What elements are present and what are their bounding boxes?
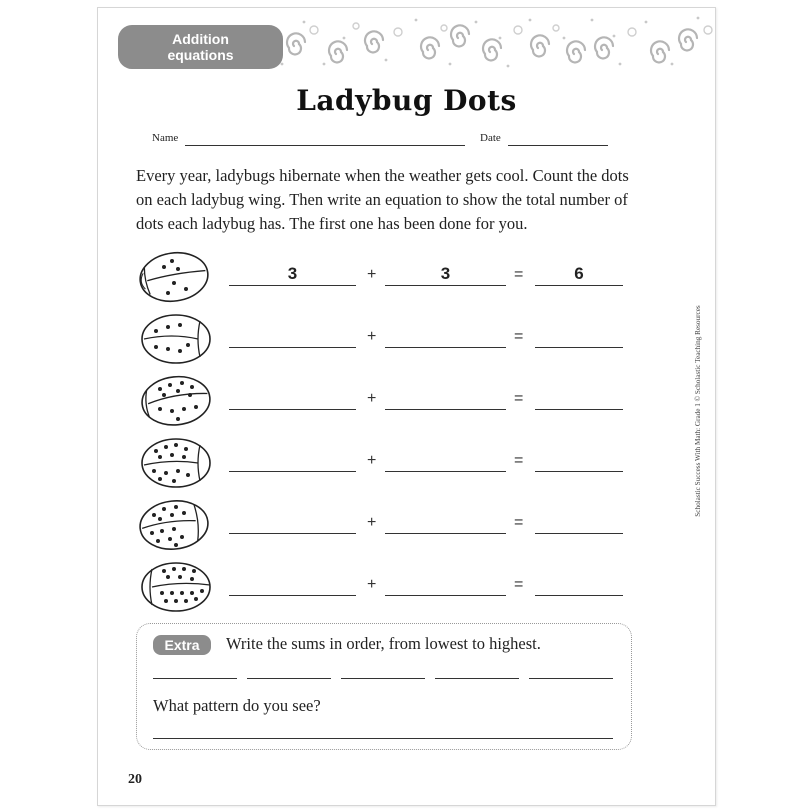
- instructions: Every year, ladybugs hibernate when the weather gets cool. Count the dots on each ladybug wing. Then write an equation to show the total number of dots each ladybug has. The first one has been done for you.: [136, 166, 629, 233]
- equals-sign: =: [514, 328, 524, 345]
- addend-2-blank[interactable]: [385, 451, 506, 472]
- sum-blank[interactable]: [535, 327, 623, 348]
- addend-1-blank[interactable]: [229, 513, 356, 534]
- extra-badge: Extra: [153, 635, 211, 655]
- ladybug-icon: [134, 495, 214, 555]
- ladybug-icon: [134, 247, 214, 307]
- equation-row: [98, 499, 715, 561]
- name-label: Name: [152, 132, 179, 144]
- plus-sign: +: [367, 266, 377, 283]
- name-field[interactable]: [185, 145, 465, 146]
- topic-tag-line2: equations: [167, 47, 234, 63]
- sorted-sum-field[interactable]: [435, 668, 519, 679]
- sum-blank[interactable]: [535, 389, 623, 410]
- header-banner: [98, 8, 715, 72]
- equals-sign: =: [514, 514, 524, 531]
- addend-1-blank[interactable]: 3: [229, 265, 356, 286]
- sum-blank[interactable]: 6: [535, 265, 623, 286]
- equals-sign: =: [514, 266, 524, 283]
- addend-2-blank[interactable]: [385, 389, 506, 410]
- sum-blank[interactable]: [535, 451, 623, 472]
- plus-sign: +: [367, 514, 377, 531]
- addend-2-blank[interactable]: [385, 575, 506, 596]
- sum-blank[interactable]: [535, 513, 623, 534]
- addend-1-blank[interactable]: [229, 389, 356, 410]
- equals-sign: =: [514, 576, 524, 593]
- addend-2-blank[interactable]: 3: [385, 265, 506, 286]
- sorted-sum-field[interactable]: [153, 668, 237, 679]
- copyright-credit: [693, 291, 703, 531]
- plus-sign: +: [367, 390, 377, 407]
- credit-text: Scholastic Success With Math: Grade 1 © Scholastic Teaching Resources: [694, 305, 702, 517]
- page-title: Ladybug Dots: [296, 84, 517, 117]
- sorted-sum-field[interactable]: [341, 668, 425, 679]
- sorted-sum-field[interactable]: [247, 668, 331, 679]
- extra-box: [136, 623, 632, 750]
- addend-1-blank[interactable]: [229, 451, 356, 472]
- equals-sign: =: [514, 452, 524, 469]
- sorted-sum-field[interactable]: [529, 668, 613, 679]
- topic-tag: [118, 25, 283, 69]
- pattern-question: What pattern do you see?: [153, 696, 321, 715]
- ladybug-icon: [134, 557, 214, 617]
- ladybug-icon: [134, 371, 214, 431]
- worksheet-page: [97, 7, 716, 806]
- equation-row: [98, 561, 715, 623]
- addend-2-blank[interactable]: [385, 327, 506, 348]
- equation-row: [98, 251, 715, 313]
- equation-row: [98, 313, 715, 375]
- equation-row: [98, 437, 715, 499]
- addend-2-blank[interactable]: [385, 513, 506, 534]
- plus-sign: +: [367, 576, 377, 593]
- page-number: 20: [128, 772, 142, 787]
- equals-sign: =: [514, 390, 524, 407]
- equation-row: [98, 375, 715, 437]
- date-field[interactable]: [508, 145, 608, 146]
- extra-prompt: Write the sums in order, from lowest to highest.: [226, 634, 541, 653]
- plus-sign: +: [367, 452, 377, 469]
- plus-sign: +: [367, 328, 377, 345]
- pattern-answer-field[interactable]: [153, 724, 613, 739]
- date-label: Date: [480, 132, 501, 144]
- sum-blank[interactable]: [535, 575, 623, 596]
- addend-1-blank[interactable]: [229, 327, 356, 348]
- addend-1-blank[interactable]: [229, 575, 356, 596]
- ladybug-icon: [134, 433, 214, 493]
- topic-tag-line1: Addition: [172, 31, 229, 47]
- ladybug-icon: [134, 309, 214, 369]
